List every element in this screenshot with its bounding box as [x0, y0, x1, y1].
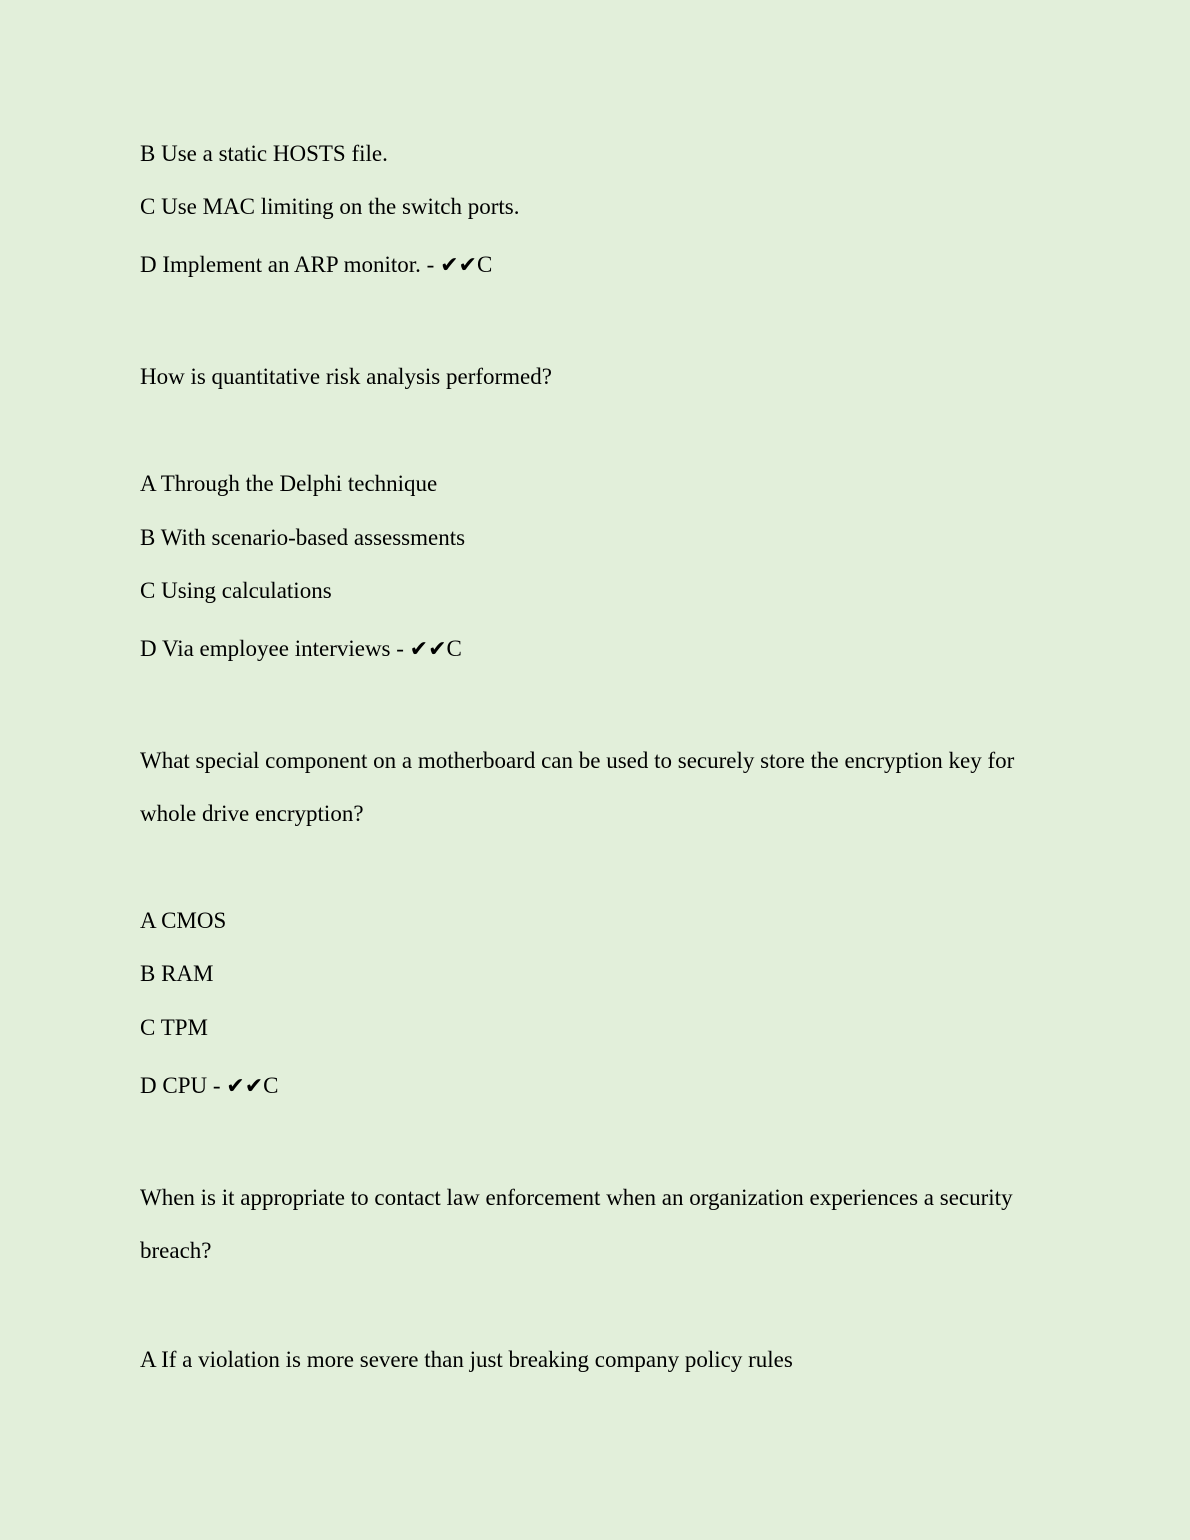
option-text: Using calculations	[161, 578, 332, 603]
option-letter: B	[140, 961, 156, 986]
option-letter: D	[140, 1073, 157, 1098]
option-text: Use a static HOSTS file.	[161, 141, 388, 166]
question-text-line: What special component on a motherboard can be used to securely store the encryption key for	[140, 748, 1015, 773]
question-text: How is quantitative risk analysis performed?	[140, 364, 552, 389]
option-b	[140, 524, 465, 552]
question-text-line: whole drive encryption?	[140, 801, 364, 826]
option-d	[140, 251, 492, 280]
answer-letter: C	[263, 1073, 279, 1098]
option-text: CPU -	[162, 1073, 221, 1098]
option-letter: D	[140, 252, 157, 277]
option-c	[140, 577, 332, 605]
option-text: If a violation is more severe than just breaking company policy rules	[161, 1347, 793, 1372]
option-letter: B	[140, 525, 156, 550]
option-text: Use MAC limiting on the switch ports.	[161, 194, 520, 219]
double-check-icon: ✔✔	[409, 637, 447, 662]
question-text-line: breach?	[140, 1238, 212, 1263]
option-letter: A	[140, 1347, 156, 1372]
option-text: Via employee interviews -	[161, 636, 404, 661]
option-letter: A	[140, 471, 156, 496]
option-letter: C	[140, 1015, 156, 1040]
option-letter: C	[140, 578, 156, 603]
option-text: CMOS	[161, 908, 227, 933]
double-check-icon: ✔✔	[440, 253, 477, 278]
option-d	[140, 1072, 279, 1101]
option-a	[140, 1346, 793, 1374]
option-a	[140, 470, 437, 498]
option-letter: C	[140, 194, 156, 219]
double-check-icon: ✔✔	[226, 1074, 264, 1099]
option-letter: A	[140, 908, 156, 933]
option-b	[140, 960, 214, 988]
answer-letter: C	[446, 636, 462, 661]
option-letter: D	[140, 636, 157, 661]
option-text: Implement an ARP monitor. -	[162, 252, 435, 277]
answer-letter: C	[476, 252, 493, 277]
question-text-line: When is it appropriate to contact law enforcement when an organization experiences a security	[140, 1185, 1013, 1210]
option-c	[140, 193, 520, 221]
option-c	[140, 1014, 208, 1042]
option-text: Through the Delphi technique	[160, 471, 438, 496]
option-text: TPM	[160, 1015, 208, 1040]
option-text: With scenario-based assessments	[160, 525, 466, 550]
option-text: RAM	[161, 961, 214, 986]
option-letter: B	[140, 141, 156, 166]
option-d	[140, 635, 462, 664]
option-b	[140, 140, 388, 168]
option-a	[140, 907, 226, 935]
